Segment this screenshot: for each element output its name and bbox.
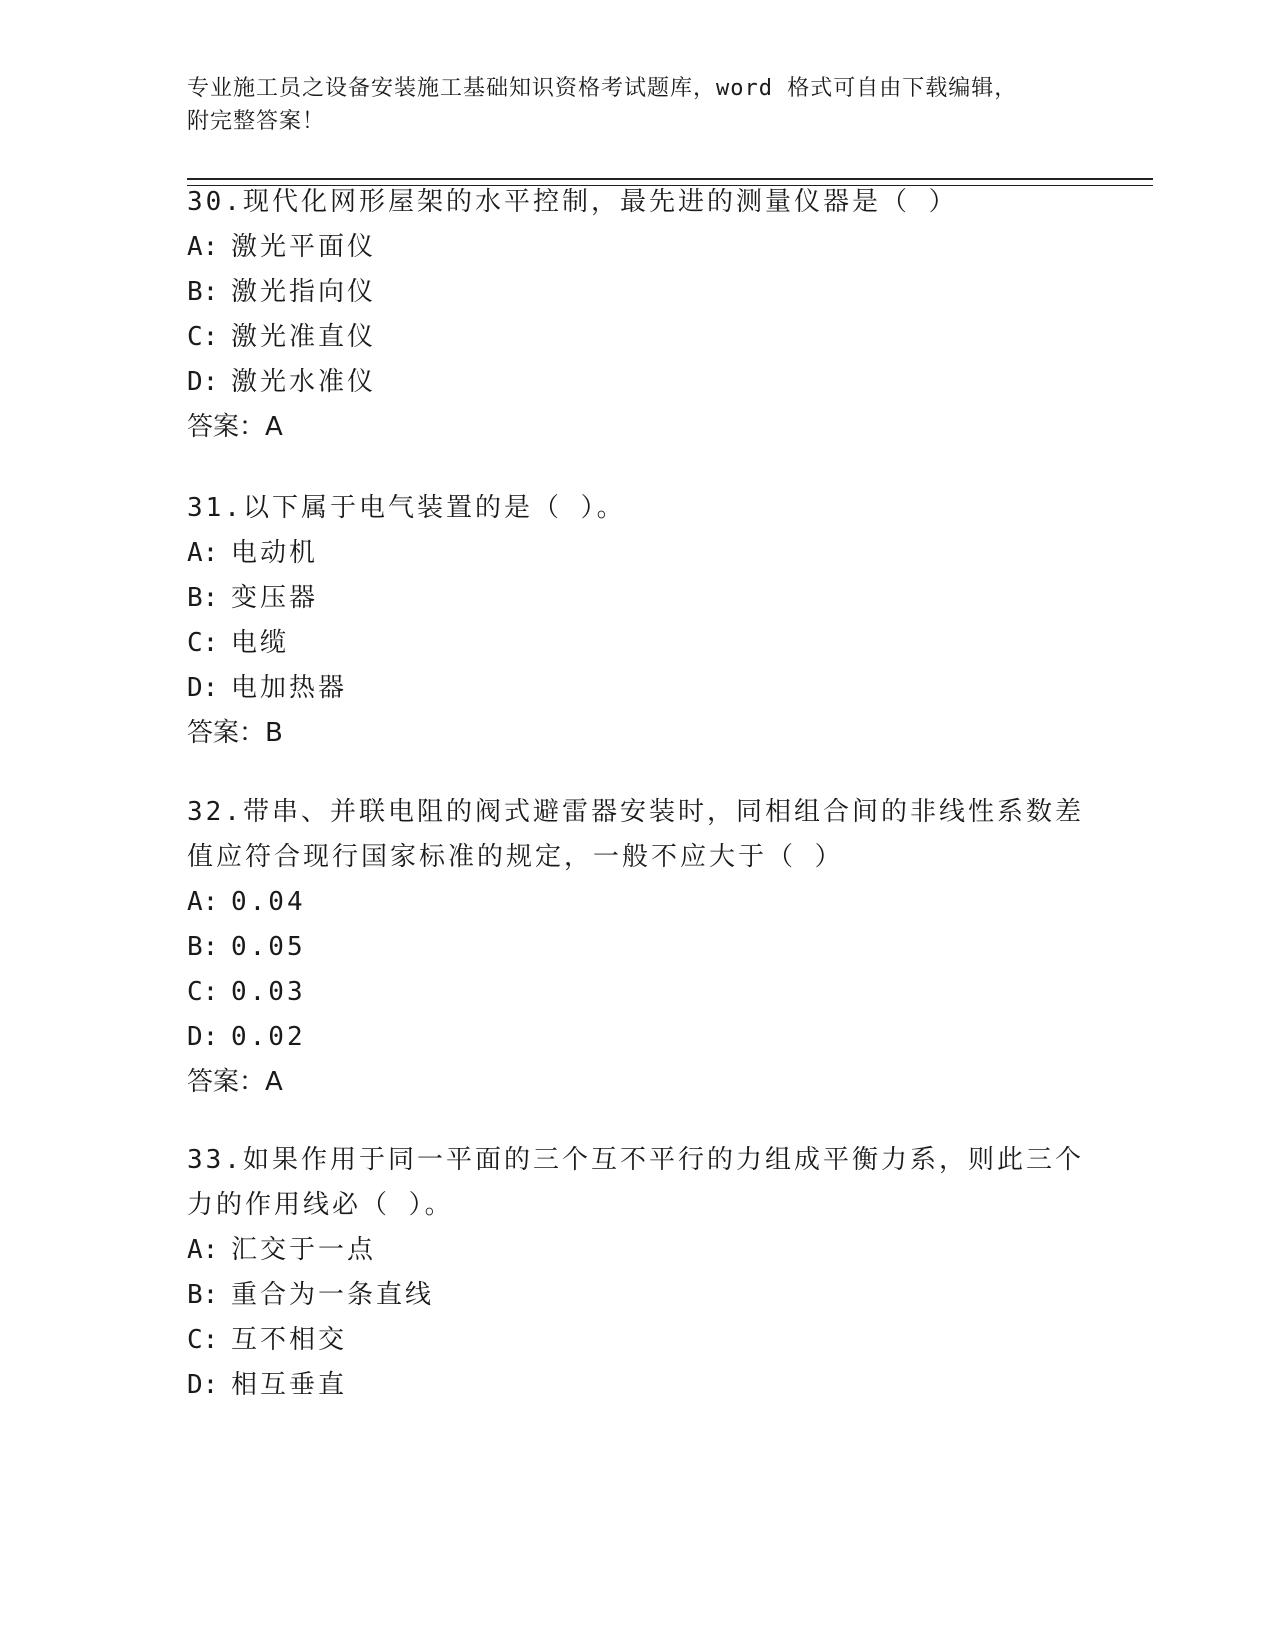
option-a [187, 880, 1087, 925]
question-33 [187, 1138, 1087, 1408]
option-key: A: [187, 538, 219, 568]
question-stem-line-2: 力的作用线必（ ）。 [187, 1190, 454, 1220]
question-stem-line-1: 32.带串、并联电阻的阀式避雷器安装时，同相组合间的非线性系数差 [187, 797, 1084, 827]
header-line-2: 附完整答案！ [187, 109, 326, 134]
question-stem: 30.现代化网形屋架的水平控制，最先进的测量仪器是（ ） [187, 187, 958, 217]
option-key: D: [187, 1022, 219, 1052]
option-a [187, 1228, 1087, 1273]
option-d [187, 1015, 1087, 1060]
option-d [187, 1363, 1087, 1408]
header-line-1: 专业施工员之设备安装施工基础知识资格考试题库，word 格式可自由下载编辑， [187, 76, 1018, 101]
option-b [187, 1273, 1087, 1318]
option-text: 激光水准仪 [231, 367, 377, 397]
option-text: 激光准直仪 [231, 322, 377, 352]
question-stem: 31.以下属于电气装置的是（ ）。 [187, 493, 626, 523]
option-text: 0.04 [231, 887, 306, 917]
option-key: D: [187, 1370, 219, 1400]
option-text: 电动机 [231, 538, 319, 568]
option-key: C: [187, 322, 219, 352]
option-key: D: [187, 673, 219, 703]
option-text: 变压器 [231, 583, 319, 613]
answer-label: 答案：A [187, 412, 283, 442]
option-text: 电加热器 [231, 673, 348, 703]
option-b [187, 576, 1087, 621]
option-key: C: [187, 1325, 219, 1355]
document-header [187, 72, 1067, 138]
option-key: B: [187, 583, 219, 613]
option-key: D: [187, 367, 219, 397]
option-text: 0.05 [231, 932, 306, 962]
option-text: 电缆 [231, 628, 290, 658]
answer-label: 答案：B [187, 718, 283, 748]
option-key: B: [187, 932, 219, 962]
question-stem-line-1: 33.如果作用于同一平面的三个互不平行的力组成平衡力系，则此三个 [187, 1145, 1084, 1175]
option-key: B: [187, 277, 219, 307]
option-a [187, 531, 1087, 576]
option-text: 汇交于一点 [231, 1235, 377, 1265]
option-key: A: [187, 887, 219, 917]
option-key: B: [187, 1280, 219, 1310]
question-31 [187, 486, 1087, 756]
option-d [187, 666, 1087, 711]
option-text: 0.02 [231, 1022, 306, 1052]
option-key: C: [187, 977, 219, 1007]
document-page [187, 0, 1157, 1650]
option-c [187, 621, 1087, 666]
option-key: A: [187, 1235, 219, 1265]
option-text: 激光指向仪 [231, 277, 377, 307]
option-b [187, 270, 1087, 315]
option-c [187, 1318, 1087, 1363]
answer-label: 答案：A [187, 1067, 283, 1097]
option-text: 0.03 [231, 977, 306, 1007]
option-c [187, 315, 1087, 360]
option-a [187, 225, 1087, 270]
option-b [187, 925, 1087, 970]
option-key: C: [187, 628, 219, 658]
option-key: A: [187, 232, 219, 262]
option-text: 相互垂直 [231, 1370, 348, 1400]
question-32 [187, 790, 1087, 1105]
option-text: 重合为一条直线 [231, 1280, 435, 1310]
question-stem-line-2: 值应符合现行国家标准的规定，一般不应大于（ ） [187, 842, 844, 872]
option-d [187, 360, 1087, 405]
option-text: 互不相交 [231, 1325, 348, 1355]
option-text: 激光平面仪 [231, 232, 377, 262]
question-30 [187, 180, 1087, 450]
option-c [187, 970, 1087, 1015]
